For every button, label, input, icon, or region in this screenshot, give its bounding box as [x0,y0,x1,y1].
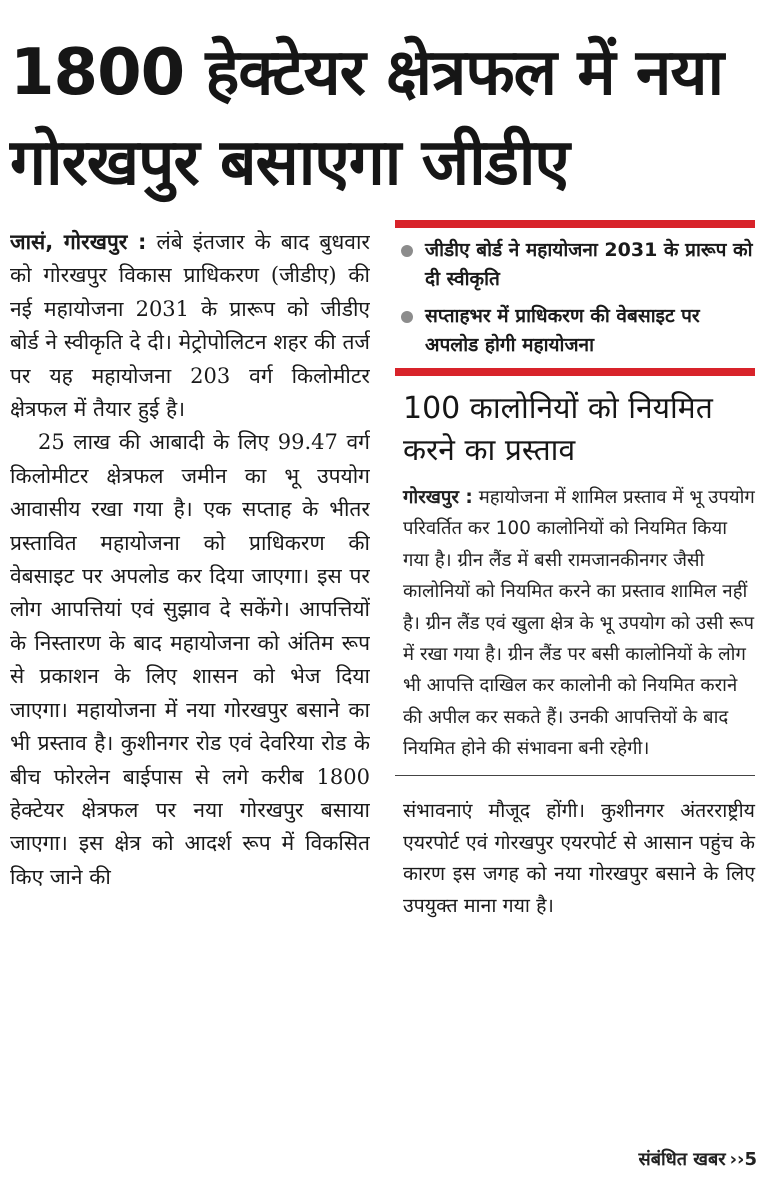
related-news-pointer [639,1147,757,1173]
main-story-column [10,226,370,1200]
highlight-text: सप्ताहभर में प्राधिकरण की वेबसाइट पर अपलोड होगी महायोजना [425,305,700,356]
sidebar-divider [395,775,755,776]
highlight-item [395,236,757,294]
highlight-text: जीडीए बोर्ड ने महायोजना 2031 के प्रारूप को दी स्वीकृति [425,239,753,290]
sidebar-title: 100 कालोनियों को नियमित करने का प्रस्ताव [403,391,713,468]
main-story-continuation: संभावनाएं मौजूद होंगी। कुशीनगर अंतरराष्ट्रीय एयरपोर्ट एवं गोरखपुर एयरपोर्ट से आसान पहुंच के कारण इस जगह को नया गोरखपुर बसाने के लिए उपयुक्त माना गया है। [403,799,755,917]
main-story-para1-text: लंबे इंतजार के बाद बुधवार को गोरखपुर विकास प्राधिकरण (जीडीए) की नई महायोजना 2031 के प्रारूप को जीडीए बोर्ड ने स्वीकृति दे दी। मेट्रोपोलिटन शहर की तर्ज पर यह महायोजना 203 वर्ग किलोमीटर क्षेत्रफल में तैयार हुई है। [10,230,370,422]
headline [10,28,770,208]
highlights-bottom-rule [395,368,755,376]
highlights-top-rule [395,220,755,228]
headline-line-2: गोरखपुर बसाएगा जीडीए [10,126,569,200]
double-chevron-right-icon: ›› [729,1149,745,1170]
headline-line-1: 1800 हेक्टेयर क्षेत्रफल में नया [10,36,724,110]
bullet-dot-icon [401,311,413,323]
main-story-dateline: जासं, गोरखपुर : [10,230,147,254]
sidebar-body-text: महायोजना में शामिल प्रस्ताव में भू उपयोग परिवर्तित कर 100 कालोनियों को नियमित किया गया है। ग्रीन लैंड में बसी रामजानकीनगर जैसी कालोनियों को नियमित करने का प्रस्ताव शामिल नहीं है। ग्रीन लैंड एवं खुला क्षेत्र के भू उपयोग को उसी रूप में रखा गया है। ग्रीन लैंड पर बसी कालोनियों के लोग भी आपत्ति दाखिल कर कालोनी को नियमित कराने की अपील कर सकते हैं। उनकी आपत्तियों के बाद नियमित होने की संभावना बनी रहेगी। [403,487,755,760]
sidebar-body [403,482,755,765]
sidebar-dateline: गोरखपुर : [403,487,473,508]
related-news-page: 5 [744,1149,757,1170]
main-story-paragraph-2: 25 लाख की आबादी के लिए 99.47 वर्ग किलोमीटर क्षेत्रफल जमीन का भू उपयोग आवासीय रखा गया है। एक सप्ताह के भीतर प्रस्तावित महायोजना को प्राधिकरण की वेबसाइट पर अपलोड कर दिया जाएगा। इस पर लोग आपत्तियां एवं सुझाव दे सकेंगे। आपत्तियों के निस्तारण के बाद महायोजना को अंतिम रूप से प्रकाशन के लिए शासन को भेज दिया जाएगा। महायोजना में नया गोरखपुर बसाने का भी प्रस्ताव है। कुशीनगर रोड एवं देवरिया रोड के बीच फोरलेन बाईपास से लगे करीब 1800 हेक्टेयर क्षेत्रफल पर नया गोरखपुर बसाया जाएगा। इस क्षेत्र को आदर्श रूप में विकसित किए जाने की [10,430,370,889]
bullet-dot-icon [401,245,413,257]
related-news-label: संबंधित खबर [638,1149,726,1170]
main-story-paragraph-1 [10,226,370,426]
highlight-item [395,302,757,360]
right-column [395,220,757,941]
highlights-list [395,236,757,360]
